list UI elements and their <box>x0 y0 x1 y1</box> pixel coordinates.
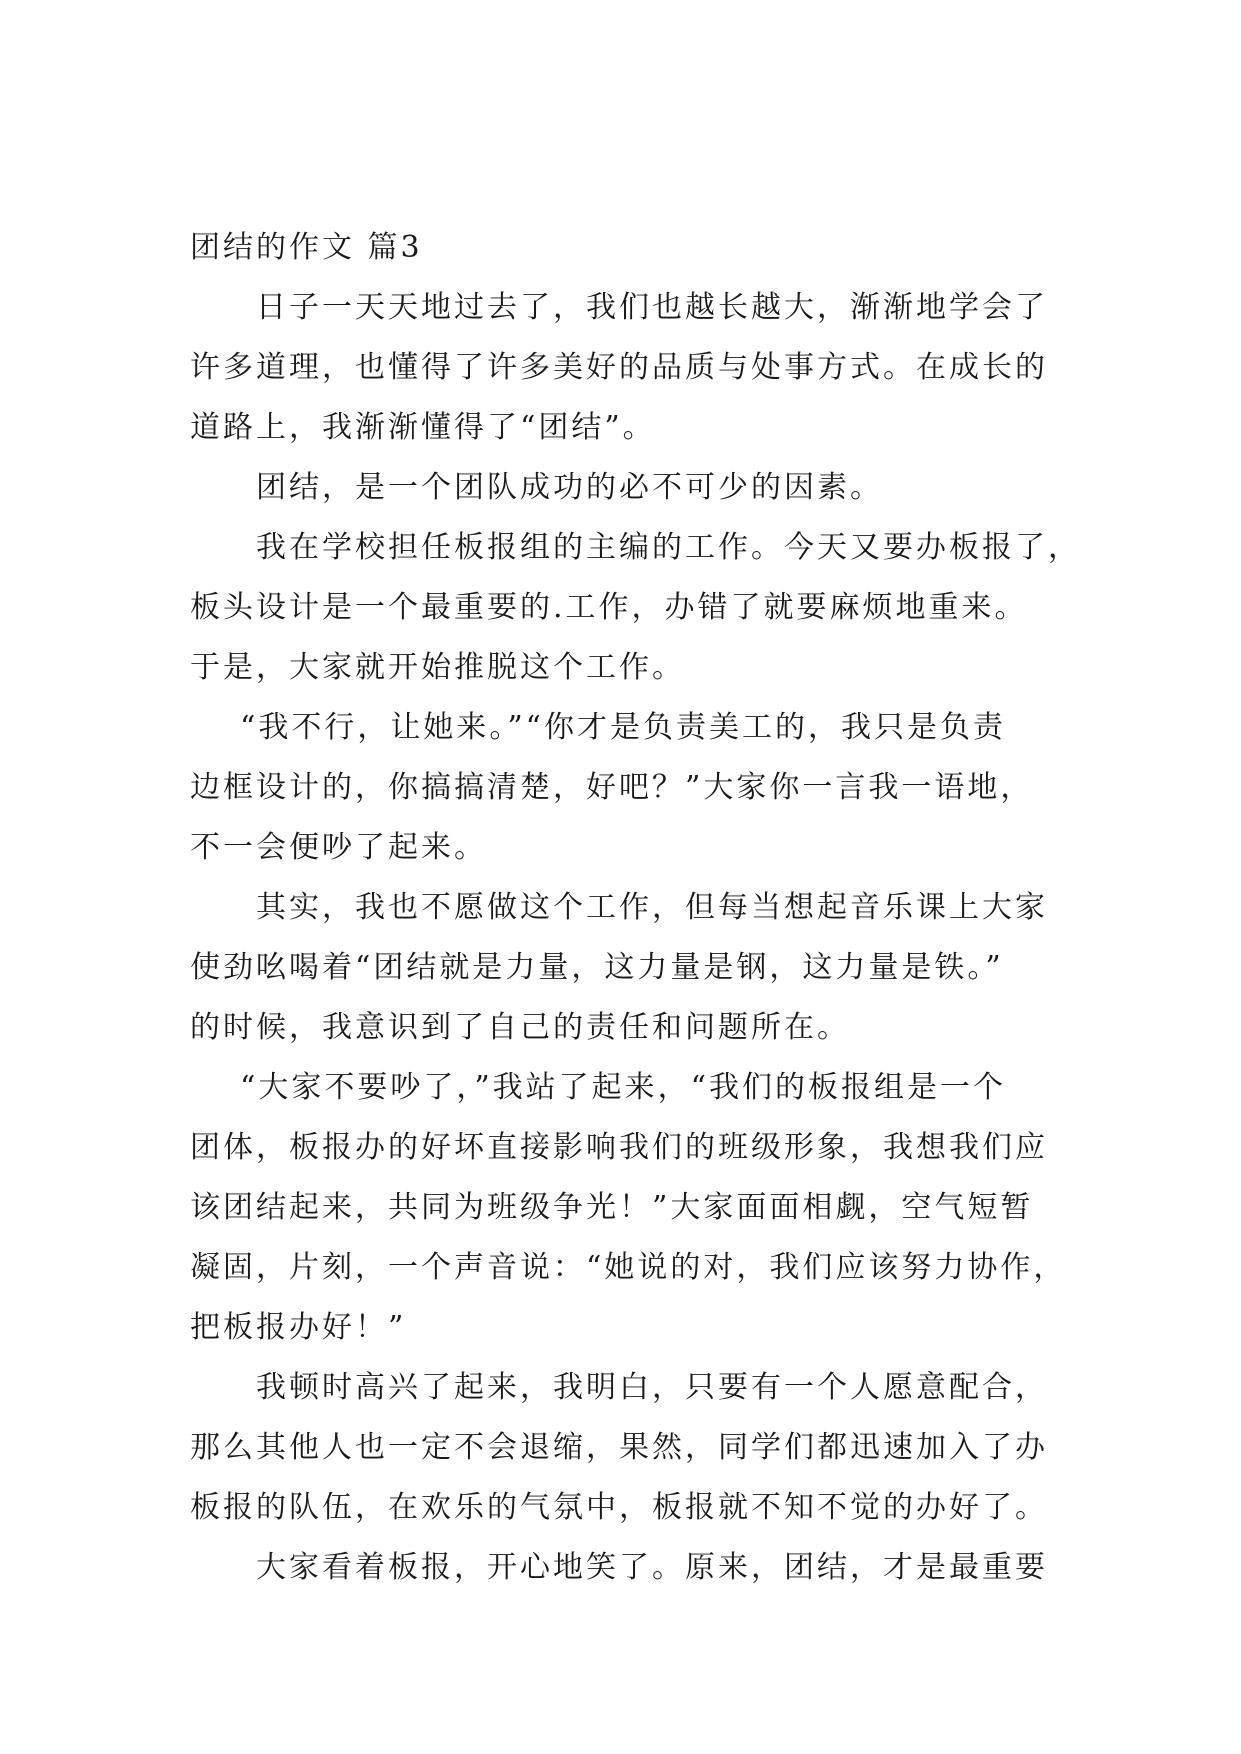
text-line: 我顿时高兴了起来，我明白，只要有一个人愿意配合， <box>256 1370 1048 1405</box>
text-line: “我不行，让她来。”“你才是负责美工的，我只是负责 <box>240 710 1007 745</box>
text-line: 使劲吆喝着“团结就是力量，这力量是钢，这力量是铁。” <box>190 950 1004 985</box>
text-line: 不一会便吵了起来。 <box>190 830 487 865</box>
text-line: 道路上，我渐渐懂得了“团结”。 <box>190 410 656 445</box>
document-title: 团结的作文 篇3 <box>190 230 423 265</box>
text-line: 板头设计是一个最重要的.工作，办错了就要麻烦地重来。 <box>190 590 1028 625</box>
paragraph-5 <box>190 878 1070 1058</box>
text-line: 该团结起来，共同为班级争光！”大家面面相觑，空气短暂 <box>190 1190 1034 1225</box>
text-line: 于是，大家就开始推脱这个工作。 <box>190 650 685 685</box>
text-line: 团体，板报办的好坏直接影响我们的班级形象，我想我们应 <box>190 1130 1048 1165</box>
text-line: 日子一天天地过去了，我们也越长越大，渐渐地学会了 <box>256 290 1048 325</box>
text-line: 板报的队伍，在欢乐的气氛中，板报就不知不觉的办好了。 <box>190 1490 1048 1525</box>
text-line: 凝固，片刻，一个声音说：“她说的对，我们应该努力协作， <box>190 1250 1067 1285</box>
paragraph-8 <box>190 1538 1070 1598</box>
text-line: 的时候，我意识到了自己的责任和问题所在。 <box>190 1010 850 1045</box>
text-line: 团结，是一个团队成功的必不可少的因素。 <box>256 470 883 505</box>
paragraph-6 <box>190 1058 1070 1358</box>
text-line: “大家不要吵了，”我站了起来，“我们的板报组是一个 <box>240 1070 1007 1105</box>
text-line: 我在学校担任板报组的主编的工作。今天又要办板报了， <box>256 530 1081 565</box>
text-line: 大家看着板报，开心地笑了。原来，团结，才是最重要 <box>256 1550 1048 1585</box>
text-line: 边框设计的，你搞搞清楚，好吧？”大家你一言我一语地， <box>190 770 1034 805</box>
document-body <box>190 218 1081 1598</box>
text-line: 许多道理，也懂得了许多美好的品质与处事方式。在成长的 <box>190 350 1048 385</box>
paragraph-3 <box>190 518 1081 698</box>
paragraph-1 <box>190 278 1070 458</box>
text-line: 其实，我也不愿做这个工作，但每当想起音乐课上大家 <box>256 890 1048 925</box>
text-line: 把板报办好！” <box>190 1310 407 1345</box>
text-line: 那么其他人也一定不会退缩，果然，同学们都迅速加入了办 <box>190 1430 1048 1465</box>
paragraph-7 <box>190 1358 1070 1538</box>
paragraph-4 <box>190 698 1070 878</box>
paragraph-2 <box>190 458 1070 518</box>
